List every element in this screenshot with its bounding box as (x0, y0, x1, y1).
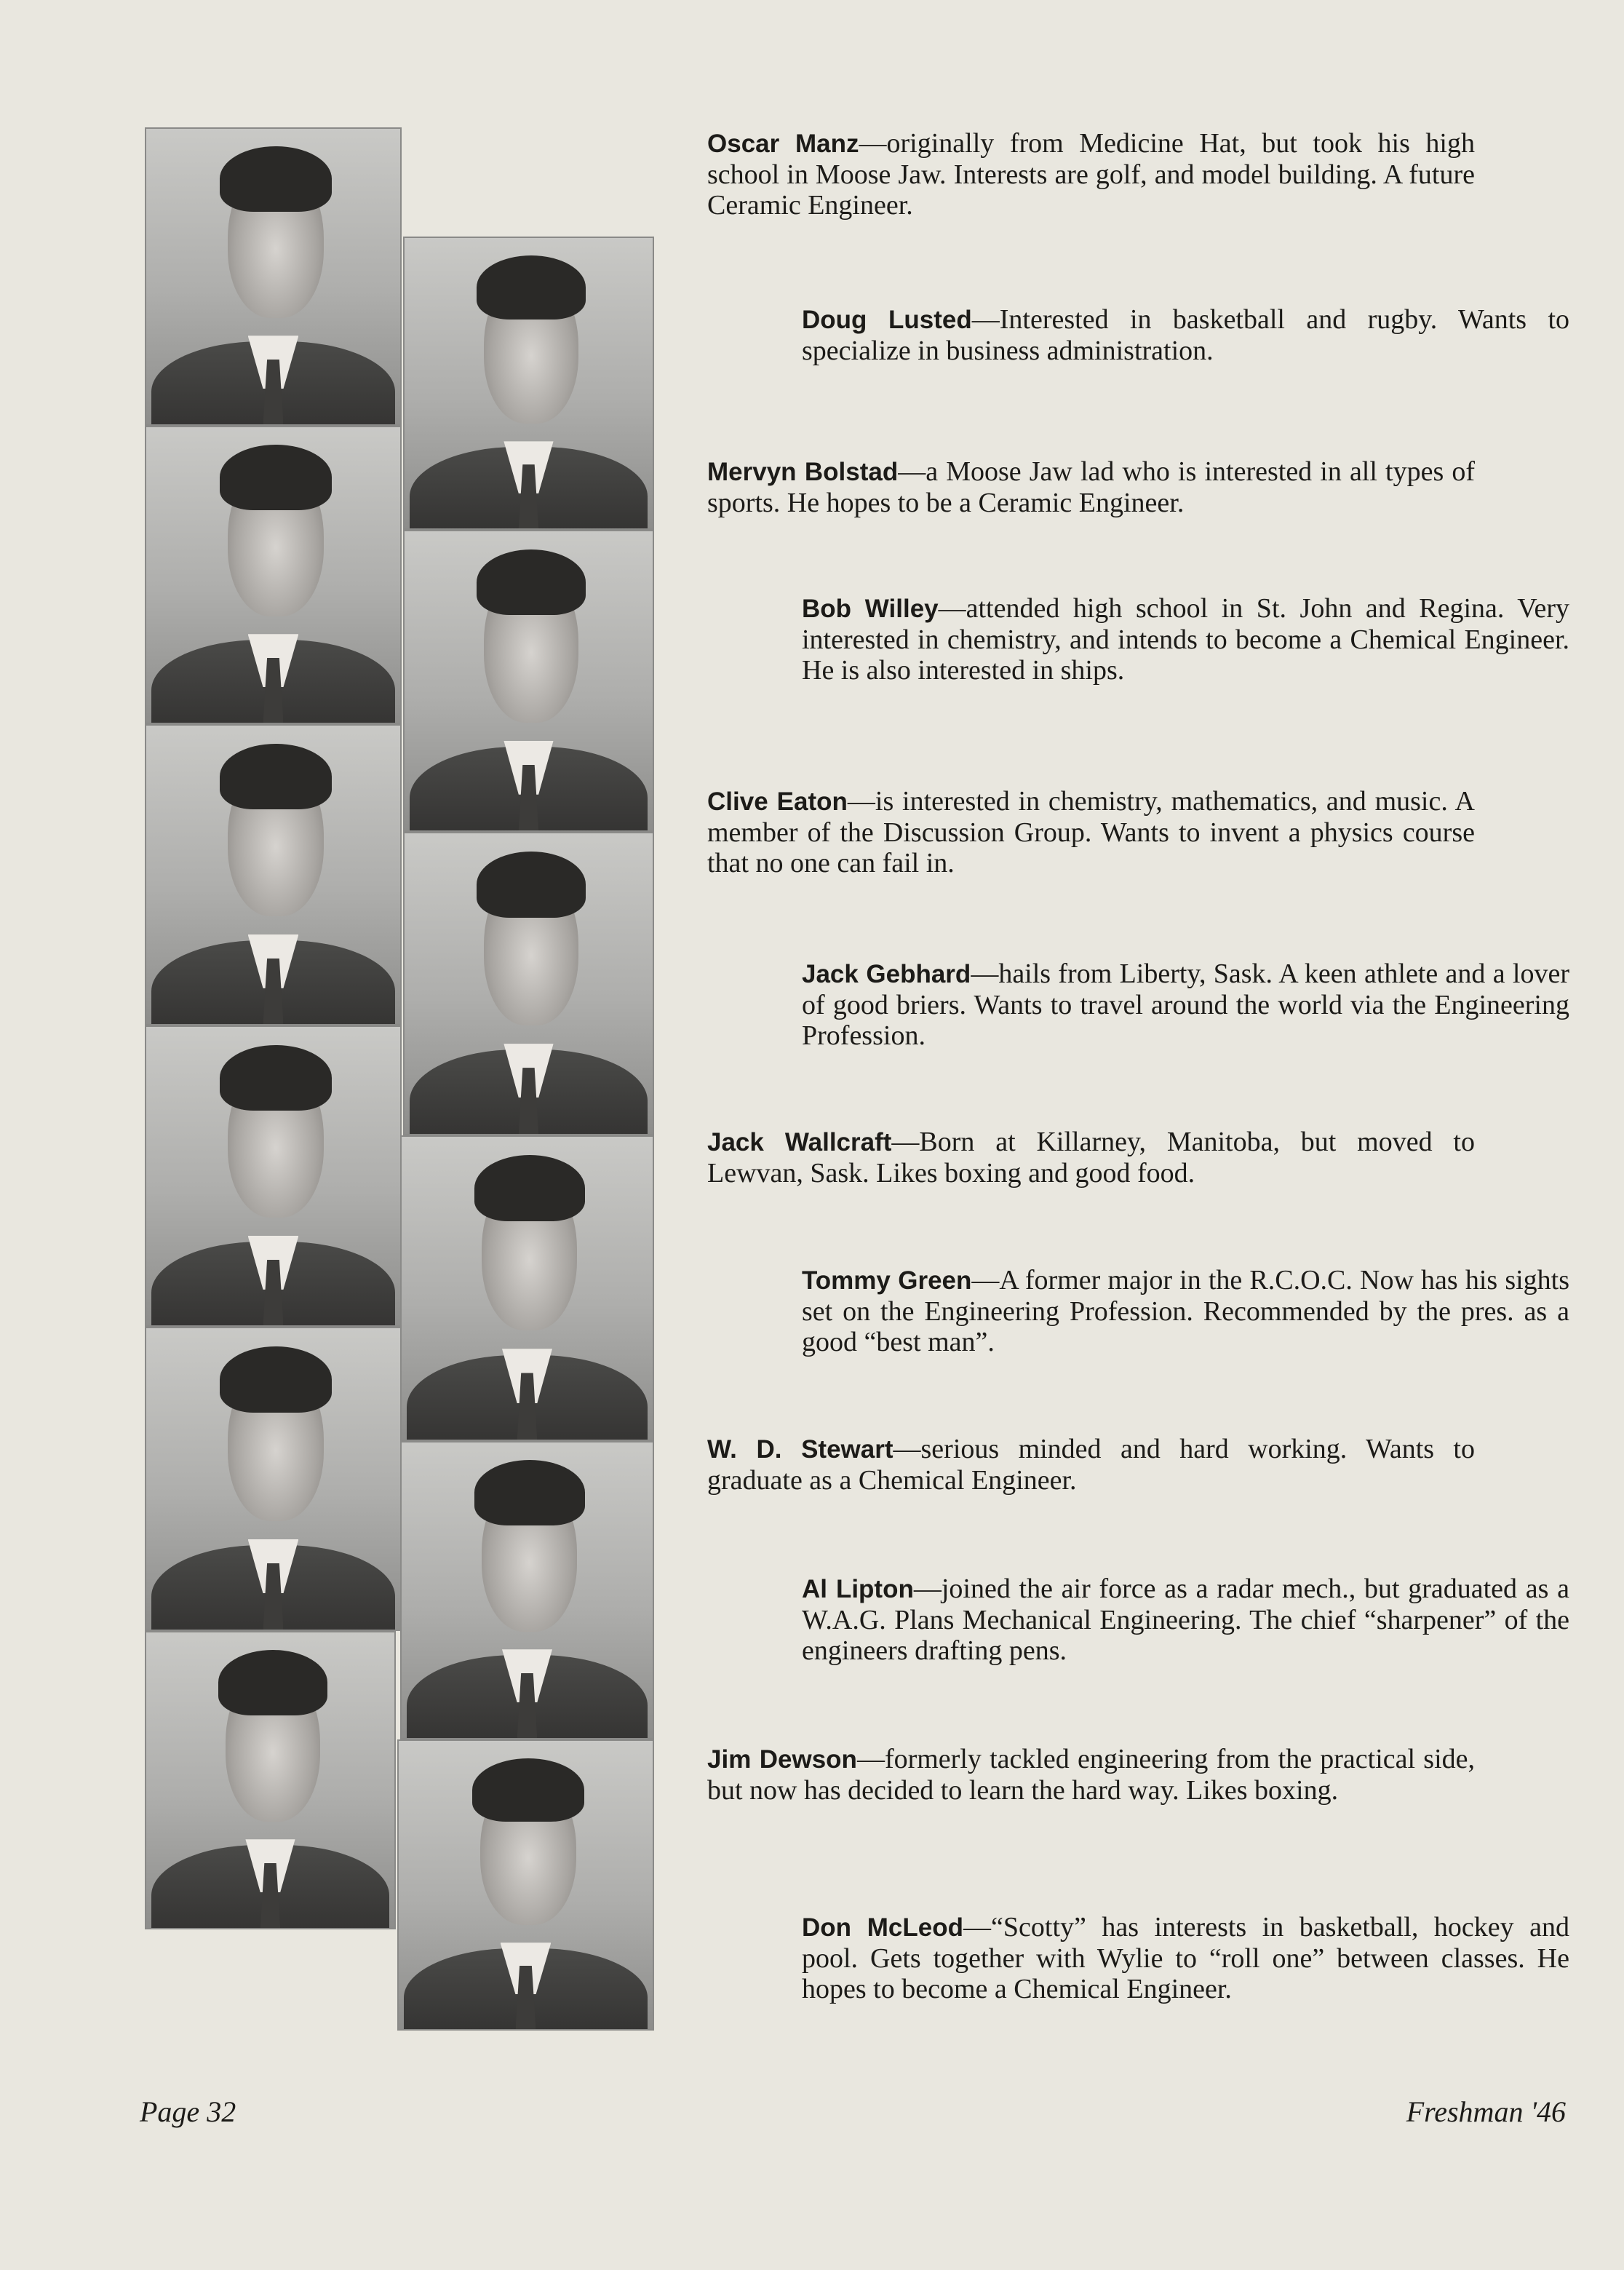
entry-text: —serious minded and hard working. Wants to graduate as a Chemical Engineer. (707, 1434, 1475, 1496)
entry-tommy-green (802, 1265, 1569, 1357)
entry-name: Oscar Manz (707, 130, 859, 158)
portrait-clive-eaton (145, 724, 402, 1025)
portrait-oscar-manz (145, 127, 402, 426)
portrait-tommy-green (400, 1135, 654, 1441)
portrait-bob-willey (403, 530, 654, 832)
portrait-w-d-stewart (145, 1327, 402, 1631)
entry-text: —is interested in chemistry, mathematics, and music. A member of the Discussion Group. Wants to invent a physics course that no one can fail in. (707, 786, 1475, 878)
entry-name: Jack Gebhard (802, 960, 971, 988)
entry-doug-lusted (802, 304, 1569, 366)
entry-text: —originally from Medicine Hat, but took his high school in Moose Jaw. Interests are golf, and model building. A future Ceramic Engineer. (707, 128, 1475, 221)
entry-jim-dewson (707, 1744, 1475, 1806)
entry-jack-wallcraft (707, 1127, 1475, 1188)
entry-oscar-manz (707, 128, 1475, 221)
entry-text: —formerly tackled engineering from the practical side, but now has decided to learn the hard way. Likes boxing. (707, 1744, 1475, 1806)
entry-text: —Born at Killarney, Manitoba, but moved to Lewvan, Sask. Likes boxing and good food. (707, 1127, 1475, 1188)
portrait-jim-dewson (145, 1631, 396, 1929)
entry-name: Clive Eaton (707, 787, 848, 816)
portrait-jack-gebhard (403, 832, 654, 1135)
portrait-mervyn-bolstad (145, 426, 402, 724)
entry-name: Jack Wallcraft (707, 1128, 892, 1156)
entry-bob-willey (802, 593, 1569, 686)
entry-al-lipton (802, 1573, 1569, 1666)
entry-name: W. D. Stewart (707, 1435, 893, 1464)
portrait-doug-lusted (403, 237, 654, 530)
entry-name: Doug Lusted (802, 306, 972, 334)
entry-clive-eaton (707, 786, 1475, 878)
entry-w-d-stewart (707, 1434, 1475, 1496)
entry-name: Mervyn Bolstad (707, 458, 899, 486)
entry-text: —a Moose Jaw lad who is interested in all types of sports. He hopes to be a Ceramic Engineer. (707, 456, 1475, 518)
entry-text: —attended high school in St. John and Regina. Very interested in chemistry, and intends to become a Chemical Engineer. He is also interested in ships. (802, 593, 1569, 686)
entry-text: —“Scotty” has interests in basketball, hockey and pool. Gets together with Wylie to “roll one” between classes. He hopes to become a Chemical Engineer. (802, 1912, 1570, 2004)
portrait-jack-wallcraft (145, 1025, 402, 1327)
entry-text: —Interested in basketball and rugby. Wants to specialize in business administration. (802, 304, 1569, 366)
portrait-don-mcleod (397, 1739, 654, 2031)
publication-title: Freshman '46 (1406, 2095, 1566, 2128)
entry-text: —joined the air force as a radar mech., but graduated as a W.A.G. Plans Mechanical Engineering. The chief “sharpener” of the engineers drafting pens. (802, 1573, 1570, 1666)
entry-name: Tommy Green (802, 1266, 972, 1295)
entry-don-mcleod (802, 1912, 1569, 2004)
entry-jack-gebhard (802, 959, 1569, 1051)
portrait-al-lipton (400, 1441, 654, 1739)
entry-mervyn-bolstad (707, 456, 1475, 518)
page-number: Page 32 (140, 2095, 236, 2128)
entry-name: Don McLeod (802, 1913, 964, 1942)
entry-name: Bob Willey (802, 595, 939, 623)
entry-name: Al Lipton (802, 1575, 914, 1603)
entry-name: Jim Dewson (707, 1745, 857, 1774)
entry-text: —hails from Liberty, Sask. A keen athlete and a lover of good briers. Wants to travel around the world via the Engineering Profession. (802, 959, 1569, 1051)
entry-text: —A former major in the R.C.O.C. Now has his sights set on the Engineering Profession. Recommended by the pres. as a good “best man”. (802, 1265, 1570, 1357)
